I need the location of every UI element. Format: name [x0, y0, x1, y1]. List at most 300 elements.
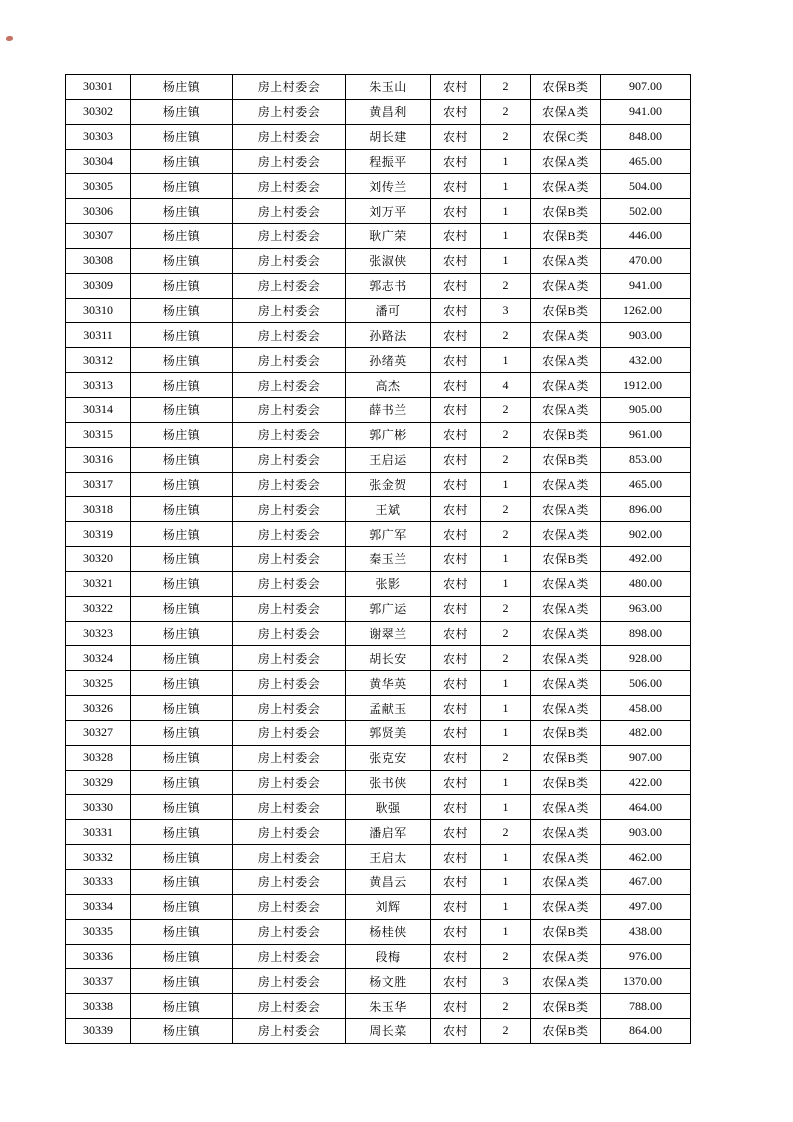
cell-village-committee: 房上村委会: [233, 944, 346, 969]
cell-town: 杨庄镇: [131, 596, 233, 621]
cell-village-committee: 房上村委会: [233, 969, 346, 994]
cell-insurance-category: 农保B类: [531, 770, 601, 795]
cell-town: 杨庄镇: [131, 944, 233, 969]
cell-record-id: 30309: [66, 273, 131, 298]
cell-insurance-category: 农保B类: [531, 745, 601, 770]
cell-person-name: 高杰: [346, 373, 431, 398]
cell-person-count: 1: [481, 248, 531, 273]
cell-village-committee: 房上村委会: [233, 696, 346, 721]
cell-insurance-category: 农保A类: [531, 472, 601, 497]
cell-record-id: 30318: [66, 497, 131, 522]
cell-record-id: 30335: [66, 919, 131, 944]
cell-insurance-category: 农保A类: [531, 522, 601, 547]
cell-town: 杨庄镇: [131, 770, 233, 795]
cell-amount: 963.00: [601, 596, 691, 621]
cell-town: 杨庄镇: [131, 348, 233, 373]
cell-amount: 467.00: [601, 870, 691, 895]
table-row: [66, 571, 691, 596]
cell-amount: 853.00: [601, 447, 691, 472]
cell-town: 杨庄镇: [131, 969, 233, 994]
cell-person-count: 2: [481, 273, 531, 298]
cell-amount: 864.00: [601, 1019, 691, 1044]
cell-insurance-category: 农保B类: [531, 1019, 601, 1044]
cell-village-committee: 房上村委会: [233, 99, 346, 124]
cell-insurance-category: 农保A类: [531, 820, 601, 845]
cell-insurance-category: 农保B类: [531, 199, 601, 224]
cell-household-type: 农村: [431, 795, 481, 820]
cell-record-id: 30315: [66, 422, 131, 447]
cell-amount: 898.00: [601, 621, 691, 646]
cell-town: 杨庄镇: [131, 795, 233, 820]
cell-person-name: 张影: [346, 571, 431, 596]
cell-village-committee: 房上村委会: [233, 149, 346, 174]
cell-town: 杨庄镇: [131, 845, 233, 870]
cell-household-type: 农村: [431, 124, 481, 149]
cell-person-count: 2: [481, 422, 531, 447]
table-row: [66, 373, 691, 398]
cell-insurance-category: 农保A类: [531, 323, 601, 348]
table-row: [66, 870, 691, 895]
table-row: [66, 646, 691, 671]
cell-amount: 928.00: [601, 646, 691, 671]
cell-village-committee: 房上村委会: [233, 472, 346, 497]
cell-record-id: 30330: [66, 795, 131, 820]
cell-person-name: 郭广彬: [346, 422, 431, 447]
cell-household-type: 农村: [431, 323, 481, 348]
cell-person-count: 1: [481, 472, 531, 497]
table-row: [66, 99, 691, 124]
cell-insurance-category: 农保B类: [531, 720, 601, 745]
cell-household-type: 农村: [431, 497, 481, 522]
cell-person-name: 刘万平: [346, 199, 431, 224]
cell-household-type: 农村: [431, 447, 481, 472]
cell-household-type: 农村: [431, 944, 481, 969]
cell-person-count: 1: [481, 199, 531, 224]
cell-village-committee: 房上村委会: [233, 199, 346, 224]
cell-household-type: 农村: [431, 969, 481, 994]
cell-record-id: 30326: [66, 696, 131, 721]
table-row: [66, 696, 691, 721]
cell-household-type: 农村: [431, 845, 481, 870]
cell-record-id: 30329: [66, 770, 131, 795]
cell-village-committee: 房上村委会: [233, 547, 346, 572]
cell-person-name: 张金贺: [346, 472, 431, 497]
cell-village-committee: 房上村委会: [233, 994, 346, 1019]
cell-town: 杨庄镇: [131, 397, 233, 422]
cell-person-count: 1: [481, 870, 531, 895]
table-row: [66, 174, 691, 199]
cell-record-id: 30312: [66, 348, 131, 373]
cell-person-name: 朱玉山: [346, 75, 431, 100]
cell-amount: 788.00: [601, 994, 691, 1019]
cell-record-id: 30332: [66, 845, 131, 870]
cell-amount: 492.00: [601, 547, 691, 572]
cell-village-committee: 房上村委会: [233, 373, 346, 398]
cell-amount: 905.00: [601, 397, 691, 422]
cell-person-name: 谢翠兰: [346, 621, 431, 646]
cell-person-count: 2: [481, 994, 531, 1019]
table-row: [66, 323, 691, 348]
cell-amount: 458.00: [601, 696, 691, 721]
table-row: [66, 273, 691, 298]
cell-person-name: 孙绪英: [346, 348, 431, 373]
cell-person-count: 1: [481, 671, 531, 696]
cell-village-committee: 房上村委会: [233, 1019, 346, 1044]
table-row: [66, 124, 691, 149]
cell-village-committee: 房上村委会: [233, 447, 346, 472]
cell-town: 杨庄镇: [131, 671, 233, 696]
cell-village-committee: 房上村委会: [233, 720, 346, 745]
cell-person-count: 2: [481, 596, 531, 621]
cell-record-id: 30311: [66, 323, 131, 348]
cell-record-id: 30305: [66, 174, 131, 199]
cell-person-count: 1: [481, 770, 531, 795]
cell-record-id: 30317: [66, 472, 131, 497]
table-row: [66, 248, 691, 273]
cell-record-id: 30336: [66, 944, 131, 969]
cell-insurance-category: 农保A类: [531, 596, 601, 621]
cell-village-committee: 房上村委会: [233, 323, 346, 348]
cell-record-id: 30334: [66, 894, 131, 919]
cell-record-id: 30325: [66, 671, 131, 696]
cell-amount: 941.00: [601, 273, 691, 298]
cell-person-count: 2: [481, 323, 531, 348]
cell-person-count: 2: [481, 646, 531, 671]
cell-household-type: 农村: [431, 472, 481, 497]
cell-record-id: 30327: [66, 720, 131, 745]
table-body: [66, 75, 691, 1044]
cell-household-type: 农村: [431, 671, 481, 696]
table-row: [66, 621, 691, 646]
cell-town: 杨庄镇: [131, 571, 233, 596]
cell-person-count: 2: [481, 447, 531, 472]
cell-amount: 848.00: [601, 124, 691, 149]
cell-town: 杨庄镇: [131, 894, 233, 919]
cell-person-count: 2: [481, 1019, 531, 1044]
cell-insurance-category: 农保A类: [531, 397, 601, 422]
cell-insurance-category: 农保A类: [531, 845, 601, 870]
cell-household-type: 农村: [431, 273, 481, 298]
cell-person-name: 张克安: [346, 745, 431, 770]
cell-person-name: 郭广军: [346, 522, 431, 547]
cell-town: 杨庄镇: [131, 994, 233, 1019]
cell-town: 杨庄镇: [131, 646, 233, 671]
cell-amount: 961.00: [601, 422, 691, 447]
cell-person-count: 1: [481, 174, 531, 199]
cell-person-name: 程振平: [346, 149, 431, 174]
cell-person-count: 2: [481, 99, 531, 124]
table-row: [66, 422, 691, 447]
table-row: [66, 969, 691, 994]
cell-record-id: 30333: [66, 870, 131, 895]
cell-village-committee: 房上村委会: [233, 397, 346, 422]
cell-record-id: 30320: [66, 547, 131, 572]
cell-village-committee: 房上村委会: [233, 894, 346, 919]
cell-person-count: 2: [481, 621, 531, 646]
table-row: [66, 447, 691, 472]
cell-person-count: 1: [481, 845, 531, 870]
cell-insurance-category: 农保A类: [531, 944, 601, 969]
cell-record-id: 30316: [66, 447, 131, 472]
cell-amount: 902.00: [601, 522, 691, 547]
cell-person-name: 杨文胜: [346, 969, 431, 994]
table-row: [66, 671, 691, 696]
cell-person-name: 张书侠: [346, 770, 431, 795]
table-row: [66, 547, 691, 572]
cell-person-count: 4: [481, 373, 531, 398]
stray-red-mark: [6, 36, 13, 41]
cell-insurance-category: 农保A类: [531, 571, 601, 596]
cell-person-count: 1: [481, 149, 531, 174]
cell-amount: 462.00: [601, 845, 691, 870]
cell-town: 杨庄镇: [131, 870, 233, 895]
cell-amount: 504.00: [601, 174, 691, 199]
cell-amount: 941.00: [601, 99, 691, 124]
table-row: [66, 298, 691, 323]
cell-village-committee: 房上村委会: [233, 248, 346, 273]
cell-household-type: 农村: [431, 348, 481, 373]
cell-person-name: 胡长安: [346, 646, 431, 671]
cell-record-id: 30307: [66, 224, 131, 249]
table-row: [66, 1019, 691, 1044]
cell-insurance-category: 农保A类: [531, 894, 601, 919]
cell-record-id: 30337: [66, 969, 131, 994]
cell-village-committee: 房上村委会: [233, 348, 346, 373]
cell-person-count: 2: [481, 124, 531, 149]
cell-village-committee: 房上村委会: [233, 124, 346, 149]
cell-record-id: 30308: [66, 248, 131, 273]
cell-person-name: 张淑侠: [346, 248, 431, 273]
cell-insurance-category: 农保B类: [531, 447, 601, 472]
cell-town: 杨庄镇: [131, 174, 233, 199]
cell-record-id: 30306: [66, 199, 131, 224]
table-row: [66, 149, 691, 174]
cell-person-name: 刘辉: [346, 894, 431, 919]
cell-person-name: 王斌: [346, 497, 431, 522]
cell-amount: 464.00: [601, 795, 691, 820]
cell-person-name: 王启运: [346, 447, 431, 472]
cell-household-type: 农村: [431, 870, 481, 895]
table-row: [66, 497, 691, 522]
table-row: [66, 919, 691, 944]
cell-amount: 432.00: [601, 348, 691, 373]
cell-record-id: 30301: [66, 75, 131, 100]
cell-person-count: 1: [481, 894, 531, 919]
cell-village-committee: 房上村委会: [233, 919, 346, 944]
cell-household-type: 农村: [431, 621, 481, 646]
cell-person-name: 朱玉华: [346, 994, 431, 1019]
cell-village-committee: 房上村委会: [233, 497, 346, 522]
cell-village-committee: 房上村委会: [233, 571, 346, 596]
cell-household-type: 农村: [431, 820, 481, 845]
cell-amount: 506.00: [601, 671, 691, 696]
cell-record-id: 30323: [66, 621, 131, 646]
cell-insurance-category: 农保A类: [531, 99, 601, 124]
cell-person-name: 潘启军: [346, 820, 431, 845]
table-row: [66, 224, 691, 249]
cell-amount: 502.00: [601, 199, 691, 224]
cell-person-name: 郭志书: [346, 273, 431, 298]
cell-village-committee: 房上村委会: [233, 522, 346, 547]
cell-person-count: 1: [481, 919, 531, 944]
cell-town: 杨庄镇: [131, 273, 233, 298]
cell-town: 杨庄镇: [131, 422, 233, 447]
cell-person-name: 刘传兰: [346, 174, 431, 199]
cell-household-type: 农村: [431, 745, 481, 770]
cell-person-name: 段梅: [346, 944, 431, 969]
table-row: [66, 720, 691, 745]
cell-person-name: 孙路法: [346, 323, 431, 348]
cell-insurance-category: 农保A类: [531, 795, 601, 820]
cell-record-id: 30313: [66, 373, 131, 398]
cell-person-count: 1: [481, 720, 531, 745]
cell-insurance-category: 农保A类: [531, 348, 601, 373]
cell-person-name: 胡长建: [346, 124, 431, 149]
cell-amount: 470.00: [601, 248, 691, 273]
cell-household-type: 农村: [431, 547, 481, 572]
cell-insurance-category: 农保A类: [531, 174, 601, 199]
cell-record-id: 30302: [66, 99, 131, 124]
table-row: [66, 745, 691, 770]
cell-amount: 482.00: [601, 720, 691, 745]
table-row: [66, 522, 691, 547]
cell-amount: 497.00: [601, 894, 691, 919]
cell-amount: 907.00: [601, 745, 691, 770]
cell-amount: 480.00: [601, 571, 691, 596]
table-row: [66, 795, 691, 820]
cell-household-type: 农村: [431, 422, 481, 447]
cell-town: 杨庄镇: [131, 124, 233, 149]
cell-person-name: 秦玉兰: [346, 547, 431, 572]
cell-record-id: 30314: [66, 397, 131, 422]
cell-town: 杨庄镇: [131, 224, 233, 249]
cell-person-name: 周长菜: [346, 1019, 431, 1044]
cell-village-committee: 房上村委会: [233, 422, 346, 447]
cell-household-type: 农村: [431, 770, 481, 795]
cell-town: 杨庄镇: [131, 472, 233, 497]
cell-amount: 422.00: [601, 770, 691, 795]
cell-town: 杨庄镇: [131, 298, 233, 323]
cell-household-type: 农村: [431, 75, 481, 100]
cell-amount: 438.00: [601, 919, 691, 944]
cell-person-name: 黄昌利: [346, 99, 431, 124]
cell-household-type: 农村: [431, 99, 481, 124]
cell-person-name: 耿广荣: [346, 224, 431, 249]
cell-town: 杨庄镇: [131, 522, 233, 547]
cell-insurance-category: 农保A类: [531, 646, 601, 671]
cell-insurance-category: 农保A类: [531, 248, 601, 273]
cell-person-count: 1: [481, 547, 531, 572]
cell-town: 杨庄镇: [131, 745, 233, 770]
table-row: [66, 596, 691, 621]
cell-household-type: 农村: [431, 919, 481, 944]
cell-record-id: 30321: [66, 571, 131, 596]
cell-insurance-category: 农保A类: [531, 373, 601, 398]
cell-person-name: 杨桂侠: [346, 919, 431, 944]
cell-household-type: 农村: [431, 373, 481, 398]
cell-village-committee: 房上村委会: [233, 596, 346, 621]
cell-person-name: 郭广运: [346, 596, 431, 621]
cell-household-type: 农村: [431, 199, 481, 224]
cell-town: 杨庄镇: [131, 149, 233, 174]
cell-person-count: 2: [481, 820, 531, 845]
cell-insurance-category: 农保A类: [531, 621, 601, 646]
cell-record-id: 30319: [66, 522, 131, 547]
cell-amount: 976.00: [601, 944, 691, 969]
cell-insurance-category: 农保A类: [531, 671, 601, 696]
cell-household-type: 农村: [431, 298, 481, 323]
cell-person-count: 2: [481, 522, 531, 547]
cell-person-count: 2: [481, 944, 531, 969]
cell-household-type: 农村: [431, 720, 481, 745]
cell-person-count: 2: [481, 497, 531, 522]
cell-insurance-category: 农保B类: [531, 298, 601, 323]
cell-village-committee: 房上村委会: [233, 174, 346, 199]
cell-household-type: 农村: [431, 894, 481, 919]
cell-record-id: 30339: [66, 1019, 131, 1044]
cell-record-id: 30338: [66, 994, 131, 1019]
cell-record-id: 30328: [66, 745, 131, 770]
cell-amount: 907.00: [601, 75, 691, 100]
cell-amount: 1262.00: [601, 298, 691, 323]
cell-insurance-category: 农保C类: [531, 124, 601, 149]
pension-payment-table: [65, 74, 691, 1044]
table-row: [66, 472, 691, 497]
cell-person-count: 3: [481, 298, 531, 323]
cell-town: 杨庄镇: [131, 199, 233, 224]
cell-village-committee: 房上村委会: [233, 870, 346, 895]
cell-amount: 903.00: [601, 820, 691, 845]
cell-village-committee: 房上村委会: [233, 298, 346, 323]
cell-village-committee: 房上村委会: [233, 845, 346, 870]
cell-person-name: 黄华英: [346, 671, 431, 696]
cell-town: 杨庄镇: [131, 373, 233, 398]
cell-person-name: 黄昌云: [346, 870, 431, 895]
cell-insurance-category: 农保B类: [531, 919, 601, 944]
cell-household-type: 农村: [431, 696, 481, 721]
cell-person-name: 耿强: [346, 795, 431, 820]
cell-amount: 1370.00: [601, 969, 691, 994]
cell-village-committee: 房上村委会: [233, 75, 346, 100]
cell-person-count: 1: [481, 224, 531, 249]
cell-village-committee: 房上村委会: [233, 745, 346, 770]
cell-amount: 903.00: [601, 323, 691, 348]
table-row: [66, 199, 691, 224]
cell-record-id: 30303: [66, 124, 131, 149]
cell-household-type: 农村: [431, 397, 481, 422]
cell-town: 杨庄镇: [131, 696, 233, 721]
cell-insurance-category: 农保A类: [531, 969, 601, 994]
cell-household-type: 农村: [431, 174, 481, 199]
cell-village-committee: 房上村委会: [233, 770, 346, 795]
cell-insurance-category: 农保A类: [531, 696, 601, 721]
cell-household-type: 农村: [431, 596, 481, 621]
cell-village-committee: 房上村委会: [233, 795, 346, 820]
cell-village-committee: 房上村委会: [233, 671, 346, 696]
cell-amount: 446.00: [601, 224, 691, 249]
cell-town: 杨庄镇: [131, 547, 233, 572]
cell-town: 杨庄镇: [131, 820, 233, 845]
cell-household-type: 农村: [431, 646, 481, 671]
table-row: [66, 845, 691, 870]
cell-person-count: 1: [481, 795, 531, 820]
cell-insurance-category: 农保B类: [531, 547, 601, 572]
cell-person-name: 王启太: [346, 845, 431, 870]
cell-record-id: 30331: [66, 820, 131, 845]
cell-household-type: 农村: [431, 224, 481, 249]
cell-village-committee: 房上村委会: [233, 621, 346, 646]
cell-town: 杨庄镇: [131, 919, 233, 944]
